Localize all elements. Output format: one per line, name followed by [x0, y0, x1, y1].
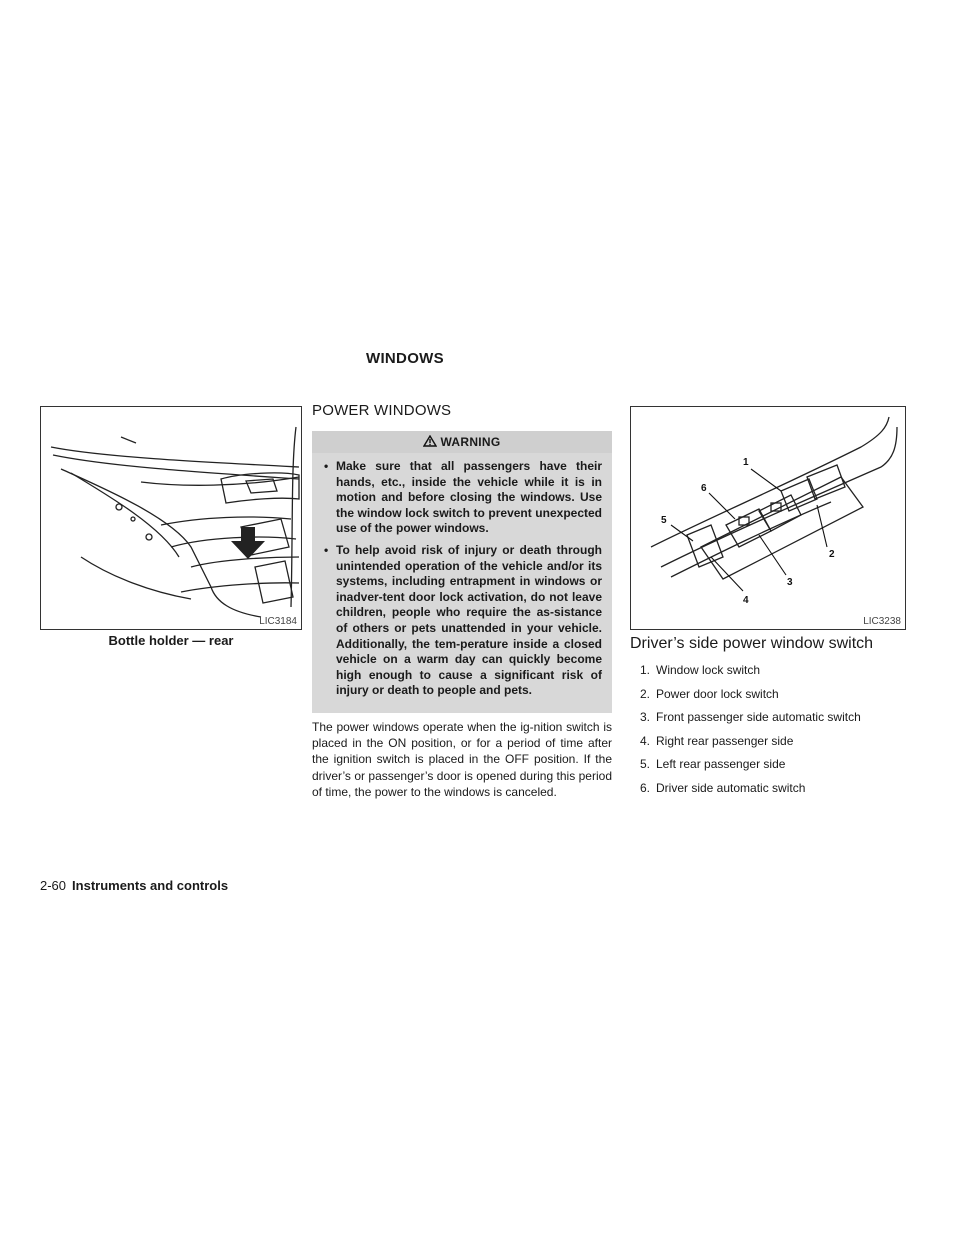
list-item	[640, 734, 906, 750]
item-number: 6.	[640, 780, 651, 795]
warning-triangle-icon	[423, 435, 437, 447]
warning-label: WARNING	[440, 435, 501, 449]
item-text: Window lock switch	[656, 663, 761, 677]
page-footer	[40, 878, 228, 893]
door-illustration	[41, 407, 301, 629]
power-windows-body: The power windows operate when the ig-nition switch is placed in the ON position, or for a period of time after the ignition switch is placed in the OFF position. If the driver’s or passenger’s door is opened during this period of time, the power to the windows is canceled.	[312, 719, 612, 799]
list-item	[640, 757, 906, 773]
item-text: Front passenger side automatic switch	[656, 710, 861, 724]
switch-illustration	[631, 407, 905, 629]
callout-5: 5	[661, 515, 667, 526]
arrow-icon	[231, 527, 265, 559]
figure-bottle-holder	[40, 406, 302, 630]
warning-item: • Make sure that all passengers have their hands, etc., inside the vehicle while it is in motion and before closing the windows. Use the window lock switch to prevent unexpected use of the power windows.	[322, 459, 602, 537]
figure-code: LIC3238	[863, 616, 901, 627]
item-number: 1.	[640, 663, 651, 677]
driver-switch-heading: Driver’s side power window switch	[630, 635, 874, 652]
callout-2: 2	[829, 549, 835, 560]
warning-list	[322, 459, 602, 699]
warning-box	[312, 431, 612, 713]
warning-header	[312, 431, 612, 453]
item-text: Right rear passenger side	[656, 733, 794, 748]
section-title: WINDOWS	[366, 350, 444, 367]
list-item	[640, 781, 906, 797]
warning-item: • To help avoid risk of injury or death through unintended operation of the vehicle and/or its systems, including entrapment in windows or inadver-tent door lock activation, do not leave children, people who require the as-sistance of others or pets unattended in your vehicle. Additionally, the tem-perature inside a closed vehicle on a warm day can quickly become high enough to cause a significant risk of injury or death to people and pets.	[322, 543, 602, 699]
callout-3: 3	[787, 577, 793, 588]
item-number: 2.	[640, 686, 651, 701]
item-text: Left rear passenger side	[656, 757, 786, 771]
item-number: 4.	[640, 733, 651, 748]
item-text: Power door lock switch	[656, 686, 779, 701]
item-number: 3.	[640, 710, 651, 724]
chapter-title: Instruments and controls	[72, 878, 229, 893]
power-windows-heading: POWER WINDOWS	[312, 402, 452, 419]
item-number: 5.	[640, 757, 651, 771]
callout-6: 6	[701, 483, 707, 494]
power-windows-section	[312, 400, 612, 800]
figure-code: LIC3184	[259, 616, 297, 627]
item-text: Driver side automatic switch	[656, 780, 806, 795]
list-item	[640, 710, 906, 726]
switch-parts-list	[630, 663, 906, 796]
page-number: 2-60	[40, 878, 67, 893]
callout-1: 1	[743, 457, 749, 468]
list-item	[640, 687, 906, 703]
callout-4: 4	[743, 595, 749, 606]
list-item	[640, 663, 906, 679]
driver-switch-section	[630, 634, 906, 804]
figure-window-switch	[630, 406, 906, 630]
figure-caption: Bottle holder — rear	[108, 633, 234, 648]
